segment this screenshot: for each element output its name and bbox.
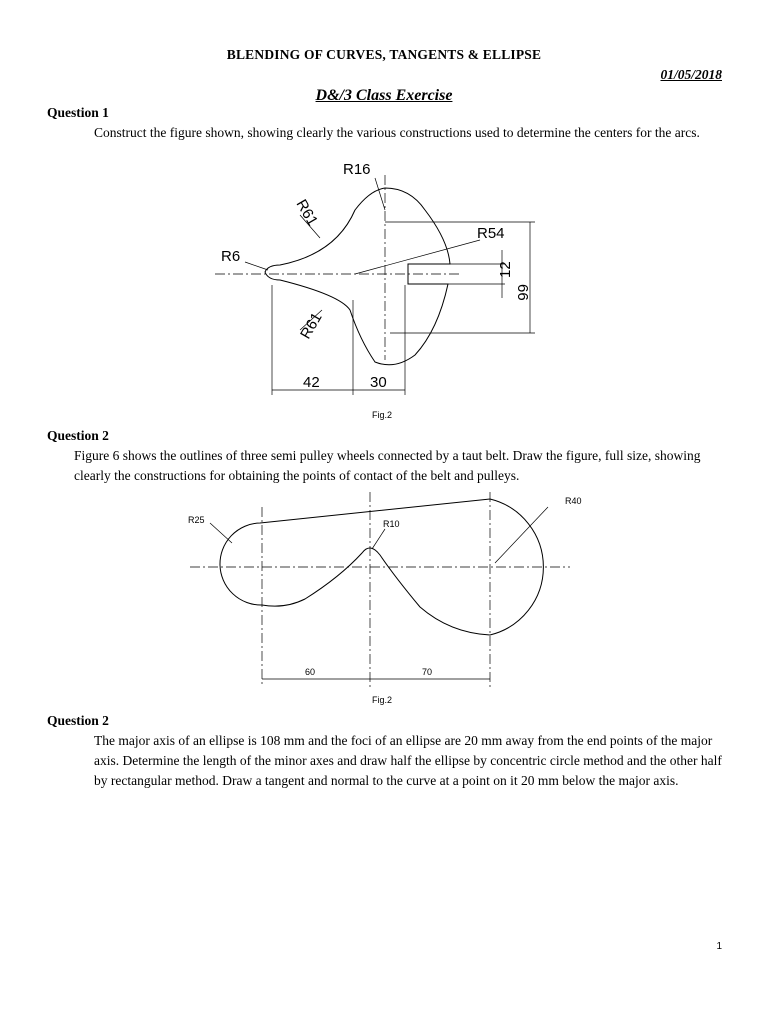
fig1-label-42: 42 <box>303 374 320 391</box>
question-3-text: The major axis of an ellipse is 108 mm and the foci of an ellipse are 20 mm away from the end points of the major axis. Determine the length of the minor axes and draw half the ellipse by concentric circle method and the other half by rectangular method. Draw a tangent and normal to the curve at a point on it 20 mm below the major axis. <box>94 733 722 788</box>
question-3-heading: Question 2 <box>47 713 109 728</box>
document-title: BLENDING OF CURVES, TANGENTS & ELLIPSE <box>226 47 542 62</box>
fig1-label-r61-bottom: R61 <box>297 309 326 343</box>
question-1-heading: Question 1 <box>47 105 109 120</box>
fig2-label-60: 60 <box>305 667 316 677</box>
question-1-text: Construct the figure shown, showing clearly the various constructions used to determine the centers for the arcs. <box>94 125 700 140</box>
fig1-label-12: 12 <box>497 261 514 278</box>
fig1-outline <box>265 188 450 365</box>
question-2-figure <box>0 487 768 687</box>
page-number: 1 <box>716 941 722 952</box>
fig1-label-66: 66 <box>514 284 531 301</box>
fig2-label-r40: R40 <box>565 496 582 506</box>
question-1-figure <box>0 150 768 430</box>
figure-1-caption: Fig.2 <box>372 410 393 420</box>
fig1-label-r54: R54 <box>477 225 505 242</box>
fig1-label-r6: R6 <box>221 248 241 265</box>
question-2-text: Figure 6 shows the outlines of three semi pulley wheels connected by a taut belt. Draw the figure, full size, showing clearly the constructions for obtaining the points of contact of the belt and pulleys. <box>74 448 701 483</box>
fig1-label-30: 30 <box>370 374 387 391</box>
fig1-label-r61-top: R61 <box>292 196 322 229</box>
fig1-label-r16: R16 <box>343 161 371 178</box>
fig2-label-r10: R10 <box>383 519 400 529</box>
figure-2-caption: Fig.2 <box>372 695 393 705</box>
fig2-label-r25: R25 <box>188 515 205 525</box>
question-2-heading: Question 2 <box>47 428 109 443</box>
document-subtitle: D&/3 Class Exercise <box>315 87 453 104</box>
fig2-label-70: 70 <box>422 667 433 677</box>
document-date: 01/05/2018 <box>660 67 722 82</box>
